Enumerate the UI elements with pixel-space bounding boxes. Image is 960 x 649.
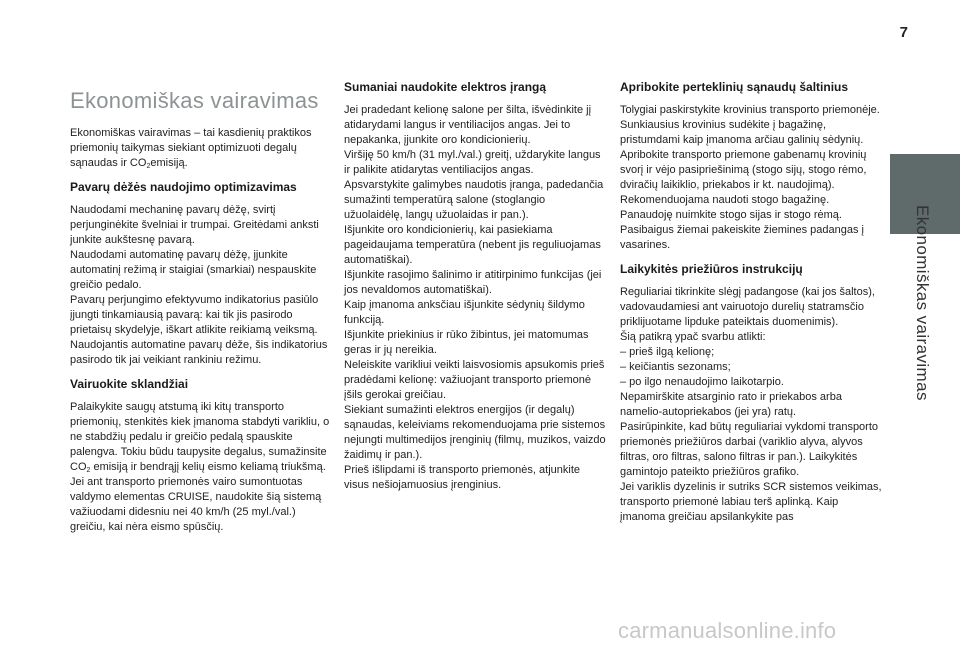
intro-text-part1: Ekonomiškas vairavimas – tai kasdienių praktikos priemonių taikymas siekiant optimizuoti degalų sąnaudas ir CO (70, 127, 312, 169)
co2-subscript: 2 (86, 467, 91, 474)
co2-subscript: 2 (146, 163, 151, 170)
page-title: Ekonomiškas vairavimas (70, 88, 319, 113)
smooth-text-part1: Palaikykite saugų atstumą iki kitų transporto priemonių, stenkitės kiek įmanoma stabdyti varikliu, o ne stabdžių pedalu ir greičio pedalą spauskite palengva. Tokiu būdu taupysite degalus, sumažinsite CO (70, 401, 330, 473)
page-number: 7 (899, 24, 908, 41)
section-tab-text: Ekonomiškas vairavimas (913, 205, 932, 401)
intro-text-part2: emisiją. (150, 157, 188, 169)
section-text-electrical: Jei pradedant kelionę salone per šilta, išvėdinkite jį atidarydami langus ir ventiliacijos angas. Jei to nepakanka, įjunkite oro kondicionierių. Viršiję 50 km/h (31 myl./val.) greitį, uždarykite langus ir palikite atidarytas ventiliacijos angas. Apsvarstykite galimybes naudotis įranga, padedančia sumažinti temperatūrą salone (stoglangio užuolaidėlę, langų užuolaidas ir pan.). Išjunkite oro kondicionierių, kai pasiekiama pageidaujama temperatūra (nebent jis reguliuojamas automatiškai). Išjunkite rasojimo šalinimo ir atitirpinimo funkcijas (jei jos nevaldomos automatiškai). Kaip įmanoma anksčiau išjunkite sėdynių šildymo funkciją. Išjunkite priekinius ir rūko žibintus, jei matomumas geras ir jų nereikia. Neleiskite varikliui veikti laisvosiomis apsukomis prieš pradėdami kelionę: važiuojant transporto priemonė įšils gerokai greičiau. Siekiant sumažinti elektros energijos (ir degalų) sąnaudas, keleiviams rekomenduojama prie sistemos nejungti multimedijos įrenginių (filmų, muzikos, vaizdo žaidimų ir pan.). Prieš išlipdami iš transporto priemonės, atjunkite visus nešiojamuosius įrenginius. (344, 104, 606, 491)
section-heading-maintenance: Laikykitės priežiūros instrukcijų (620, 262, 803, 276)
section-heading-electrical: Sumaniai naudokite elektros įrangą (344, 80, 547, 94)
section-text-gearbox: Naudodami mechaninę pavarų dėžę, svirtį perjunginėkite švelniai ir trumpai. Greitėdami anksti junkite aukštesnę pavarą. Naudodami automatinę pavarų dėžę, įjunkite automatinį režimą ir staigiai (smarkiai) nespauskite greičio pedalo. Pavarų perjungimo efektyvumo indikatorius pasiūlo įjungti tinkamiausią pavarą: kai tik jis pasirodo prietaisų skydelyje, iškart atlikite reikiamą veiksmą. Naudojantis automatine pavarų dėže, šis indikatorius pasirodo tik jai veikiant rankiniu režimu. (70, 204, 328, 366)
section-text-maintenance: Reguliariai tikrinkite slėgį padangose (kai jos šaltos), vadovaudamiesi ant vairuotojo durelių statramsčio priklijuotame lipduke pateiktais duomenimis). Šią patikrą ypač svarbu atlikti: – prieš ilgą kelionę; – keičiantis sezonams; – po ilgo nenaudojimo laikotarpio. Nepamirškite atsarginio rato ir priekabos arba namelio-autopriekabos (jei yra) ratų. Pasirūpinkite, kad būtų reguliariai vykdomi transporto priemonės priežiūros darbai (variklio alyva, alyvos filtras, oro filtras, salono filtras ir pan.). Laikykitės gamintojo pateikto priežiūros grafiko. Jei variklis dyzelinis ir sutriks SCR sistemos veikimas, transporto priemonė labiau terš aplinką. Kaip įmanoma greičiau apsilankykite pas (620, 286, 882, 523)
column-2 (344, 80, 606, 502)
column-3 (620, 80, 882, 534)
column-1 (70, 80, 332, 544)
section-text-smooth-driving (70, 400, 332, 535)
section-heading-smooth-driving: Vairuokite sklandžiai (70, 377, 189, 391)
watermark: carmanualsonline.info (618, 618, 837, 643)
intro-paragraph (70, 126, 332, 171)
section-text-consumption: Tolygiai paskirstykite krovinius transporto priemonėje. Sunkiausius krovinius sudėkite į bagažinę, pristumdami kaip įmanoma arčiau galinių sėdynių. Apribokite transporto priemone gabenamų krovinių svorį ir vėjo pasipriešinimą (stogo sijų, stogo rėmo, dviračių laikiklio, priekabos ir kt. naudojimą). Rekomenduojama naudoti stogo bagažinę. Panaudoję nuimkite stogo sijas ir stogo rėmą. Pasibaigus žiemai pakeiskite žiemines padangas į vasarines. (620, 104, 880, 251)
section-heading-gearbox: Pavarų dėžės naudojimo optimizavimas (70, 180, 297, 194)
smooth-text-part2: emisiją ir bendrąjį kelių eismo keliamą triukšmą. Jei ant transporto priemonės vairo sumontuotas valdymo elementas CRUISE, naudokite šią sistemą važiuodami didesniu nei 40 km/h (25 myl./val.) greičiu, kai nėra eismo spūsčių. (70, 461, 326, 533)
section-tab-label (900, 205, 950, 525)
section-heading-consumption: Apribokite perteklinių sąnaudų šaltinius (620, 80, 849, 94)
